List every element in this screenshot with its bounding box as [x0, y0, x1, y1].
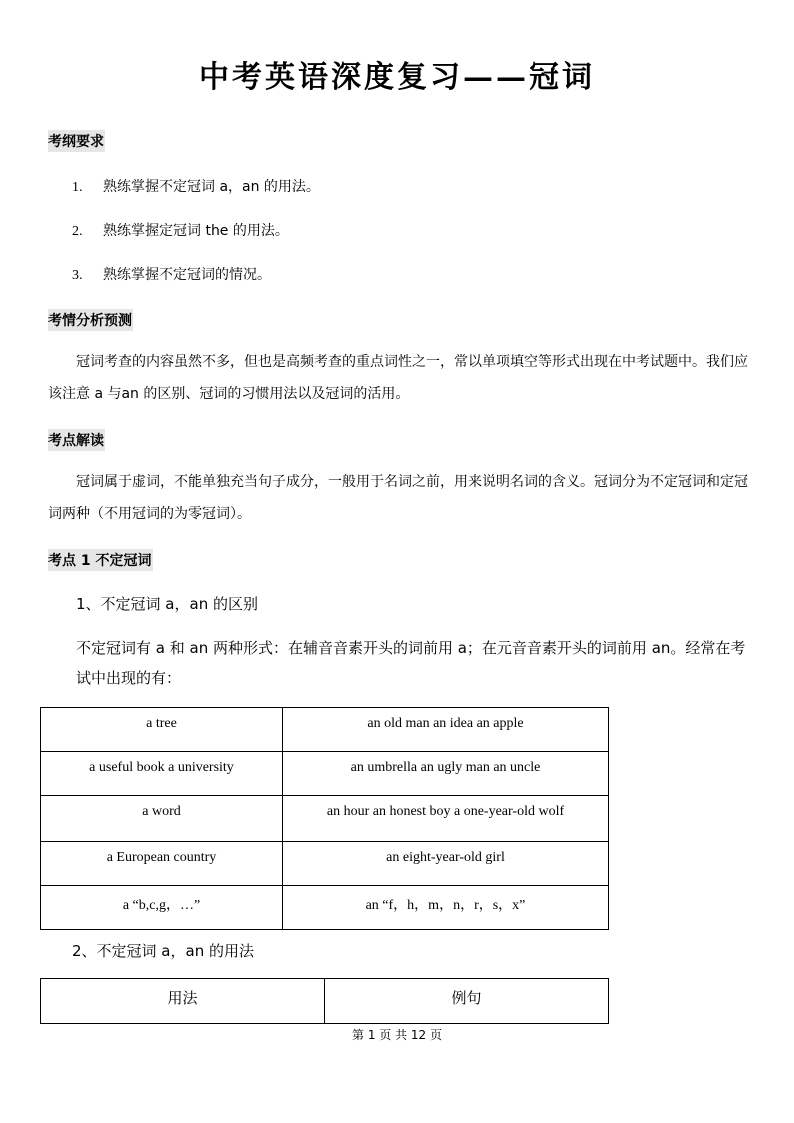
page-title: 中考英语深度复习——冠词: [199, 60, 595, 95]
table-row: [41, 752, 609, 796]
table-row: [41, 842, 609, 886]
table-row: [41, 796, 609, 842]
interpretation-paragraph: 冠词属于虚词，不能单独充当句子成分，一般用于名词之前，用来说明名词的含义。冠词分为不定冠词和定冠词两种（不用冠词的为零冠词）。: [48, 474, 748, 522]
indefinite-article-paragraph: 不定冠词有 a 和 an 两种形式：在辅音音素开头的词前用 a；在元音音素开头的词前用 an。经常在考试中出现的有：: [76, 639, 746, 687]
list-number: 2.: [72, 224, 83, 239]
column-header: 例句: [325, 979, 609, 1024]
table-cell: a European country: [41, 842, 283, 886]
list-text: 熟练掌握不定冠词的情况。: [103, 267, 271, 283]
section-heading-interpretation: 考点解读: [48, 429, 105, 451]
subheading-difference: 1、不定冠词 a，an 的区别: [76, 595, 258, 613]
subheading-usage: 2、不定冠词 a，an 的用法: [72, 942, 254, 960]
list-item: [72, 176, 320, 196]
list-text: 熟练掌握定冠词 the 的用法。: [103, 223, 289, 239]
section-heading-syllabus: 考纲要求: [48, 130, 105, 152]
table-cell: a tree: [41, 708, 283, 752]
list-item: [72, 264, 271, 284]
table-cell: a useful book a university: [41, 752, 283, 796]
table-cell: an eight-year-old girl: [283, 842, 609, 886]
analysis-paragraph: 冠词考查的内容虽然不多，但也是高频考查的重点词性之一，常以单项填空等形式出现在中考试题中。我们应该注意 a 与an 的区别、冠词的习惯用法以及冠词的活用。: [48, 354, 748, 402]
table-row: [41, 708, 609, 752]
list-text: 熟练掌握不定冠词 a，an 的用法。: [103, 179, 320, 195]
table-header-row: [41, 979, 609, 1024]
list-number: 3.: [72, 268, 83, 283]
table-cell: an umbrella an ugly man an uncle: [283, 752, 609, 796]
page-footer: 第 1 页 共 12 页: [352, 1028, 442, 1042]
table-cell: a word: [41, 796, 283, 842]
table-cell: an “f，h，m，n，r，s，x”: [283, 886, 609, 930]
table-row: [41, 886, 609, 930]
usage-table: [40, 978, 609, 1024]
table-cell: an old man an idea an apple: [283, 708, 609, 752]
section-heading-indefinite-article: 考点 1 不定冠词: [48, 549, 153, 571]
article-examples-table: [40, 707, 609, 930]
list-item: [72, 220, 289, 240]
table-cell: an hour an honest boy a one-year-old wolf: [283, 796, 609, 842]
column-header: 用法: [41, 979, 325, 1024]
table-cell: a “b,c,g，…”: [41, 886, 283, 930]
list-number: 1.: [72, 180, 83, 195]
section-heading-analysis: 考情分析预测: [48, 309, 133, 331]
